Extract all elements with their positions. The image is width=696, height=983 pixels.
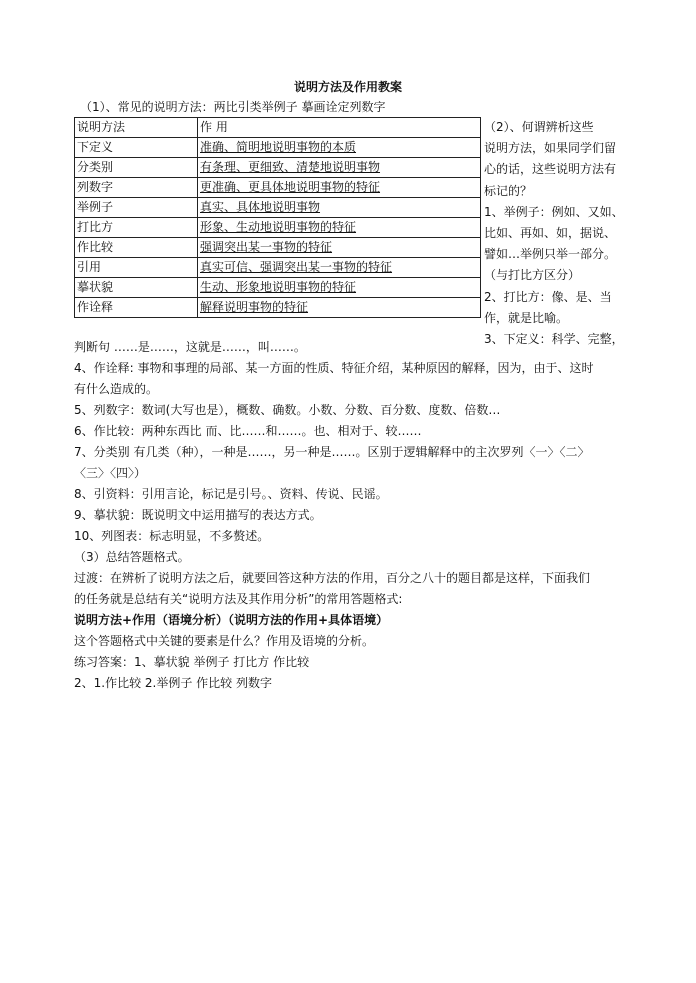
method-effect: 形象、生动地说明事物的特征 (200, 220, 357, 234)
body-line: 练习答案：1、摹状貌 举例子 打比方 作比较 (74, 655, 310, 669)
side-line: 3、下定义：科学、完整， (484, 332, 624, 347)
answer-format-heading: 说明方法+作用（语境分析）（说明方法的作用+具体语境） (74, 613, 389, 627)
body-line: 10、列图表：标志明显，不多赘述。 (74, 529, 270, 543)
side-line: 譬如…举例只举一部分。 (484, 247, 617, 262)
method-effect: 真实可信、强调突出某一事物的特征 (200, 260, 393, 274)
table-row (75, 218, 481, 238)
table-row (75, 198, 481, 218)
method-name: 作诠释 (75, 298, 198, 318)
method-name: 打比方 (75, 218, 198, 238)
side-line: （与打比方区分） (484, 268, 581, 283)
table-row (75, 258, 481, 278)
body-line: 5、列数字：数词(大写也是），概数、确数。小数、分数、百分数、度数、倍数… (74, 403, 501, 417)
side-line: 标记的？ (484, 183, 533, 198)
body-line: 判断句 ……是……，这就是……，叫……。 (74, 340, 306, 354)
side-line: 作，就是比喻。 (484, 310, 569, 325)
table-row (75, 278, 481, 298)
body-line: 的任务就是总结有关“说明方法及其作用分析”的常用答题格式: (74, 592, 403, 606)
method-name: 引用 (75, 258, 198, 278)
intro-line: （1）、常见的说明方法：两比引类举例子 摹画诠定列数字 (80, 100, 386, 114)
side-line: （2）、何谓辨析这些 (484, 120, 594, 134)
body-line: 6、作比较：两种东西比 而、比……和……。也、相对于、较…… (74, 424, 422, 438)
side-line: 说明方法，如果同学们留 (484, 141, 617, 156)
table-row (75, 178, 481, 198)
method-effect: 更准确、更具体地说明事物的特征 (200, 180, 381, 194)
method-effect: 有条理、更细致、清楚地说明事物 (200, 160, 381, 174)
side-line: 1、举例子：例如、又如、 (484, 204, 624, 219)
table-header-row (75, 118, 481, 138)
side-line: 心的话，这些说明方法有 (484, 162, 617, 177)
method-name: 下定义 (75, 138, 198, 158)
side-notes (484, 117, 624, 350)
body-line: 9、摹状貌：既说明文中运用描写的表达方式。 (74, 508, 322, 522)
side-line: 比如、再如、如，据说、 (484, 226, 617, 241)
method-name: 作比较 (75, 238, 198, 258)
table-row (75, 238, 481, 258)
page-title: 说明方法及作用教案 (293, 80, 402, 94)
body-line: 4、作诠释: 事物和事理的局部、某一方面的性质、特征介绍，某种原因的解释，因为，由于、这时 (74, 361, 594, 375)
method-effect: 解释说明事物的特征 (200, 300, 309, 314)
method-effect: 准确、简明地说明事物的本质 (200, 140, 357, 154)
method-name: 列数字 (75, 178, 198, 198)
method-effect: 生动、形象地说明事物的特征 (200, 280, 357, 294)
body-line: 这个答题格式中关键的要素是什么？作用及语境的分析。 (74, 634, 375, 648)
method-effect: 强调突出某一事物的特征 (200, 240, 333, 254)
body-line: 有什么造成的。 (74, 382, 159, 396)
methods-table (74, 117, 481, 318)
body-text (74, 337, 630, 694)
method-name: 摹状貌 (75, 278, 198, 298)
body-line: 过渡：在辨析了说明方法之后，就要回答这种方法的作用，百分之八十的题目都是这样，下面我们 (74, 571, 591, 585)
body-line: 7、分类别 有几类（种），一种是……，另一种是……。区别于逻辑解释中的主次罗列〈一〉〈二〉 (74, 445, 590, 459)
side-line: 2、打比方：像、是、当 (484, 289, 612, 304)
table-header-cell: 作 用 (198, 118, 481, 138)
method-name: 分类别 (75, 158, 198, 178)
body-line: 〈三〉〈四〉） (74, 466, 147, 480)
body-line: 2、1.作比较 2.举例子 作比较 列数字 (74, 676, 272, 690)
body-line: 8、引资料：引用言论，标记是引号。、资料、传说、民谣。 (74, 487, 388, 501)
method-effect: 真实、具体地说明事物 (200, 200, 321, 214)
table-header-cell: 说明方法 (75, 118, 198, 138)
table-row (75, 158, 481, 178)
table-row (75, 138, 481, 158)
body-line: （3）总结答题格式。 (74, 550, 190, 564)
method-name: 举例子 (75, 198, 198, 218)
table-row (75, 298, 481, 318)
